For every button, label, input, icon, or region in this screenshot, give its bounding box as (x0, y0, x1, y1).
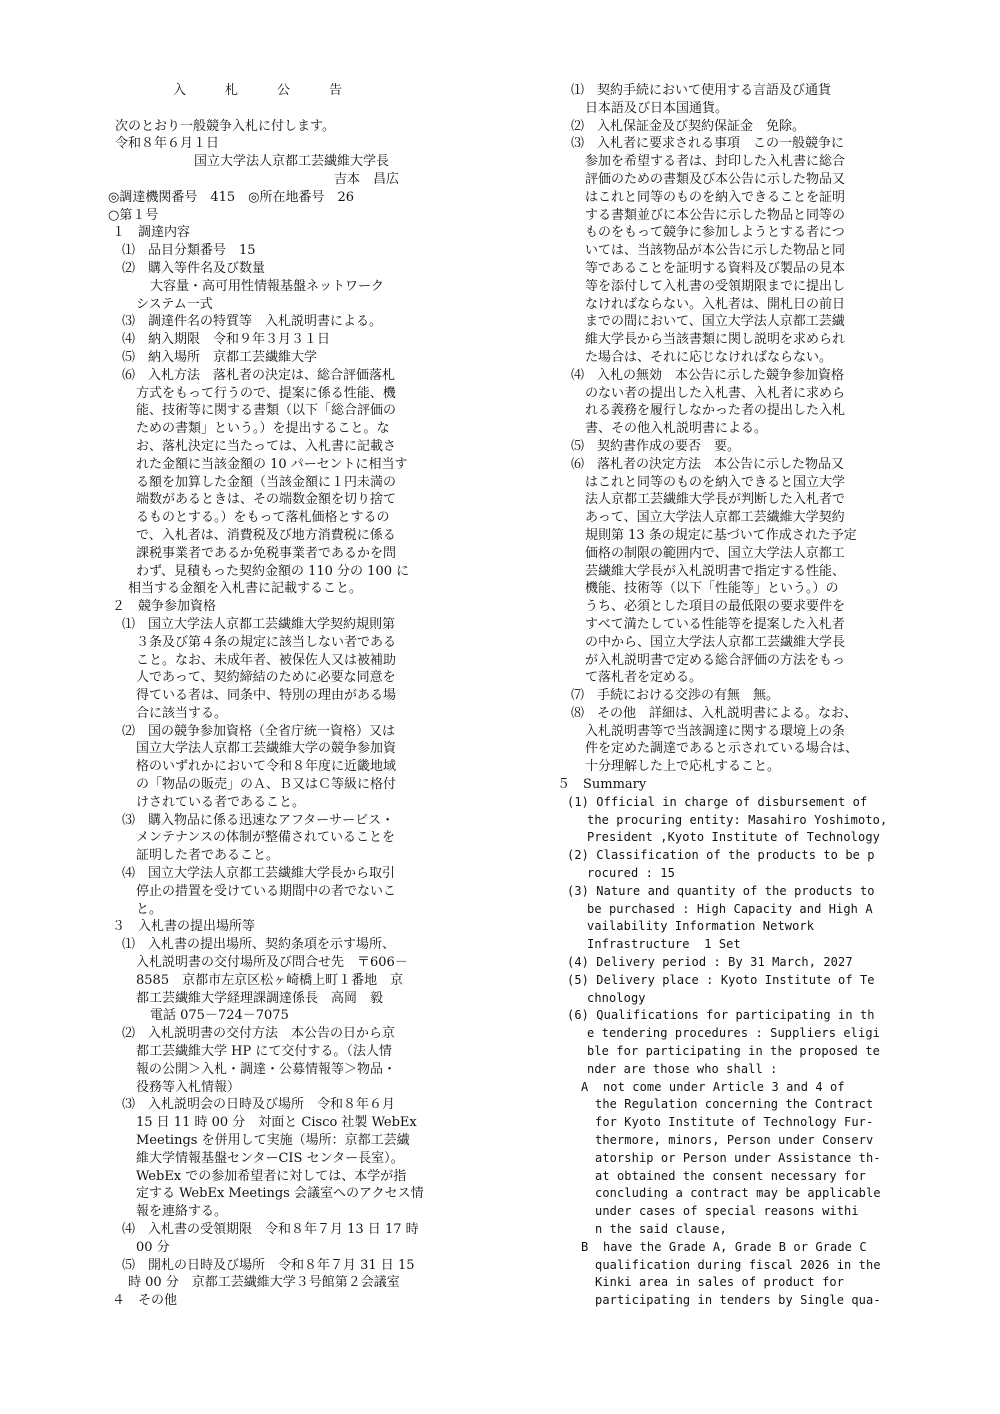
text-line: atorship or Person under Assistance th- (595, 1150, 881, 1165)
text-line: concluding a contract may be applicable (595, 1186, 881, 1201)
text-line (108, 100, 448, 118)
text-line: ⑶ 調達件名の特質等 入札説明書による。 (122, 314, 383, 330)
text-line: the Regulation concerning the Contract (595, 1097, 874, 1112)
text-line: 方式をもって行うので、提案に係る性能、機 (136, 385, 396, 401)
text-line: 都工芸繊維大学 HP にて交付する。（法人情 (136, 1044, 392, 1060)
text-line: と。 (136, 901, 163, 917)
text-line: 等を添付して入札書の受領期限までに提出し (585, 278, 846, 294)
text-line: た場合は、それに応じなければならない。 (585, 349, 833, 365)
text-line: メンテナンスの体制が整備されていることを (136, 830, 395, 846)
text-line: the procuring entity: Masahiro Yoshimoto, (587, 812, 888, 827)
text-line: Infrastructure 1 Set (587, 937, 741, 952)
text-line: ⑵ 入札保証金及び契約保証金 免除。 (571, 118, 806, 134)
text-line: 等であることを証明する資料及び製品の見本 (585, 260, 846, 276)
text-line: B have the Grade A, Grade B or Grade C (581, 1239, 867, 1254)
text-line: ⑵ 購入等件名及び数量 (122, 260, 266, 276)
text-line: 能、技術等に関する書類（以下「総合評価の (136, 403, 397, 419)
text-line: ⑷ 入札書の受領期限 令和８年７月 13 日 17 時 (122, 1222, 419, 1237)
text-line: President ,Kyoto Institute of Technology (587, 830, 880, 845)
text-line: けされている者であること。 (136, 794, 306, 810)
text-line: thermore, minors, Person under Conserv (595, 1133, 874, 1148)
text-line: て落札者を定める。 (585, 670, 703, 686)
text-line: ３ 入札書の提出場所等 (112, 919, 256, 935)
text-line: 法人京都工芸繊維大学長が判断した入札者で (585, 492, 846, 508)
text-line: 吉本 昌広 (334, 171, 400, 187)
text-line: chnology (587, 990, 646, 1005)
text-line: ⑶ 入札者に要求される事項 この一般競争に (571, 136, 845, 152)
text-line: WebEx での参加希望者に対しては、本学が指 (136, 1168, 407, 1184)
text-line: ◎調達機関番号 415 ◎所在地番号 26 (108, 189, 355, 205)
text-line: 課税事業者であるか免税事業者であるかを問 (136, 545, 397, 561)
text-line: 令和８年６月１日 (115, 136, 220, 152)
text-line: rocured : 15 (587, 866, 675, 881)
text-line: 評価のための書類及び本公告に示した物品又 (585, 171, 846, 187)
text-line: ５ Summary (557, 777, 647, 793)
text-line: ⑸ 開札の日時及び場所 令和８年７月 31 日 15 (122, 1257, 415, 1273)
text-line: ための書類」という。）を提出すること。な (136, 421, 390, 437)
text-line: ⑻ その他 詳細は、入札説明書による。なお、 (571, 705, 858, 721)
text-line: for Kyoto Institute of Technology Fur- (595, 1115, 874, 1130)
text-line: nder are those who shall : (587, 1061, 778, 1076)
text-line: under cases of special reasons withi (595, 1204, 859, 1219)
text-line: ⑴ 品目分類番号 15 (122, 243, 256, 259)
text-line: 規則第 13 条の規定に基づいて作成された予定 (585, 527, 857, 543)
text-line: 時 00 分 京都工芸繊維大学３号館第２会議室 (128, 1275, 400, 1291)
text-line: 電話 075－724－7075 (150, 1008, 289, 1024)
text-line: 端数があるときは、その端数金額を切り捨て (136, 492, 397, 508)
text-line: 参加を希望する者は、封印した入札書に総合 (585, 154, 846, 170)
text-line: at obtained the consent necessary for (595, 1168, 867, 1183)
text-line: はこれと同等のものを納入できると国立大学 (585, 474, 846, 490)
text-line: 役務等入札情報） (136, 1079, 241, 1095)
text-line: ○第１号 (108, 207, 159, 223)
text-line: 件を定めた調達であると示されている場合は、 (585, 741, 859, 757)
text-line: ⑷ 入札の無効 本公告に示した競争参加資格 (571, 367, 845, 383)
text-line: で、入札者は、消費税及び地方消費税に係る (136, 527, 396, 543)
text-line: 00 分 (136, 1239, 170, 1255)
text-line: 証明した者であること。 (136, 848, 280, 864)
text-line: の中から、国立大学法人京都工芸繊維大学長 (585, 634, 846, 650)
text-line: Meetings を併用して実施（場所：京都工芸繊 (136, 1133, 410, 1149)
text-line: ⑴ 入札書の提出場所、契約条項を示す場所、 (122, 937, 396, 953)
text-line: 入 札 公 告 (108, 83, 343, 98)
text-line: 停止の措置を受けている期間中の者でないこ (136, 883, 397, 899)
text-line: qualification during fiscal 2026 in the (595, 1257, 881, 1272)
text-line: 8585 京都市左京区松ヶ崎橋上町１番地 京 (136, 972, 404, 988)
text-line: ⑹ 入札方法 落札者の決定は、総合評価落札 (122, 367, 396, 383)
text-line: の「物品の販売」のＡ、Ｂ又はＣ等級に格付 (136, 777, 397, 793)
text-line: が入札説明書で定める総合評価の方法をもっ (585, 652, 846, 668)
left-column (108, 82, 448, 1310)
text-line: 日本語及び日本国通貨。 (585, 100, 729, 116)
text-line: 価格の制限の範囲内で、国立大学法人京都工 (585, 545, 845, 561)
text-line: あって、国立大学法人京都工芸繊維大学契約 (585, 510, 845, 526)
text-line: 十分理解した上で応札すること。 (585, 759, 781, 775)
text-line: うち、必須とした項目の最低限の要求要件を (585, 599, 846, 615)
text-line: わず、見積もった契約金額の 110 分の 100 に (136, 563, 410, 579)
text-line: ２ 競争参加資格 (112, 599, 217, 615)
text-line: (4) Delivery period : By 31 March, 2027 (567, 955, 853, 970)
text-line: 書、その他入札説明書による。 (585, 421, 768, 437)
text-line: (5) Delivery place : Kyoto Institute of Te (567, 972, 875, 987)
text-line: する書類並びに本公告に示した物品と同等の (585, 207, 846, 223)
text-line: ⑵ 入札説明書の交付方法 本公告の日から京 (122, 1026, 396, 1042)
text-line: る額を加算した金額（当該金額に１円未満の (136, 474, 397, 490)
text-line: ３条及び第４条の規定に該当しない者である (136, 634, 397, 650)
text-line: ⑴ 契約手続において使用する言語及び通貨 (571, 83, 832, 98)
text-line: ⑺ 手続における交渉の有無 無。 (571, 688, 780, 704)
text-line: 定する WebEx Meetings 会議室へのアクセス情 (136, 1186, 424, 1202)
text-line: (6) Qualifications for participating in th (567, 1008, 875, 1023)
text-line: はこれと同等のものを納入できることを証明 (585, 189, 846, 205)
text-line: こと。なお、未成年者、被保佐人又は被補助 (136, 652, 397, 668)
text-line: れた金額に当該金額の 10 パーセントに相当す (136, 456, 408, 472)
text-line: (2) Classification of the products to be p (567, 848, 875, 863)
text-line: システム一式 (136, 296, 213, 312)
text-line: ⑵ 国の競争参加資格（全省庁統一資格）又は (122, 723, 396, 739)
text-line: ⑸ 契約書作成の要否 要。 (571, 438, 741, 454)
text-line: 芸繊維大学長が入札説明書で指定する性能、 (585, 563, 846, 579)
text-line: (1) Official in charge of disbursement of (567, 794, 868, 809)
text-line: るものとする。）をもって落札価格とするの (136, 510, 390, 526)
text-line: participating in tenders by Single qua- (595, 1293, 881, 1308)
text-line: お、落札決定に当たっては、入札書に記載さ (136, 438, 397, 454)
text-line: 維大学長から当該書類に関し説明を求められ (585, 332, 846, 348)
text-line: 入札説明書の交付場所及び問合せ先 〒606－ (136, 955, 408, 971)
text-line: Kinki area in sales of product for (595, 1275, 845, 1290)
text-line: n the said clause, (595, 1222, 727, 1236)
text-line: e tendering procedures : Suppliers eligi (587, 1026, 880, 1041)
text-line: vailability Information Network (587, 919, 815, 934)
text-line: ⑸ 納入場所 京都工芸繊維大学 (122, 349, 318, 365)
text-line: 得ている者は、同条中、特別の理由がある場 (136, 688, 397, 704)
text-line: (3) Nature and quantity of the products to (567, 883, 875, 898)
text-line: be purchased : High Capacity and High A (587, 901, 873, 916)
text-line: ⑶ 入札説明会の日時及び場所 令和８年６月 (122, 1097, 396, 1113)
text-line: ４ その他 (112, 1293, 178, 1309)
text-line: ⑷ 納入期限 令和９年３月３１日 (122, 332, 331, 348)
text-line: ものをもって競争に参加しようとする者につ (585, 225, 845, 241)
text-line: ble for participating in the proposed te (587, 1044, 880, 1059)
text-line: 維大学情報基盤センターCIS センター長室）。 (136, 1150, 404, 1166)
text-line: ⑴ 国立大学法人京都工芸繊維大学契約規則第 (122, 616, 396, 632)
text-line: A not come under Article 3 and 4 of (581, 1079, 845, 1094)
text-line: 都工芸繊維大学経理課調達係長 高岡 毅 (136, 990, 384, 1006)
text-line: 国立大学法人京都工芸繊維大学の競争参加資 (136, 741, 397, 757)
text-line: ⑶ 購入物品に係る迅速なアフターサービス・ (122, 812, 395, 828)
text-line: 合に該当する。 (136, 705, 228, 721)
text-line: れる義務を履行しなかった者の提出した入札 (585, 403, 846, 419)
text-line: ⑹ 落札者の決定方法 本公告に示した物品又 (571, 456, 845, 472)
text-line: 相当する金額を入札書に記載すること。 (128, 581, 363, 597)
text-line: 15 日 11 時 00 分 対面と Cisco 社製 WebEx (136, 1115, 417, 1131)
text-line: 国立大学法人京都工芸繊維大学長 (194, 154, 390, 170)
text-line: 入札説明書等で当該調達に関する環境上の条 (585, 723, 846, 739)
text-line: 次のとおり一般競争入札に付します。 (115, 118, 335, 134)
text-line: いては、当該物品が本公告に示した物品と同 (585, 243, 846, 259)
text-line: ⑷ 国立大学法人京都工芸繊維大学長から取引 (122, 866, 396, 882)
right-column (557, 82, 892, 1310)
text-line: 格のいずれかにおいて令和８年度に近畿地域 (136, 759, 397, 775)
text-line: 報を連絡する。 (136, 1204, 228, 1220)
text-line: のない者の提出した入札書、入札者に求めら (585, 385, 846, 401)
text-line: までの間において、国立大学法人京都工芸繊 (585, 314, 845, 330)
text-line: 機能、技術等（以下「性能等」という。）の (585, 581, 839, 597)
text-line: １ 調達内容 (112, 225, 191, 241)
text-line: すべて満たしている性能等を提案した入札者 (585, 616, 845, 632)
text-line: 人であって、契約締結のために必要な同意を (136, 670, 396, 686)
text-line: なければならない。入札者は、開札日の前日 (585, 296, 846, 312)
text-line: 報の公開＞入札・調達・公募情報等＞物品・ (136, 1061, 397, 1077)
text-line: 大容量・高可用性情報基盤ネットワーク (150, 278, 385, 294)
